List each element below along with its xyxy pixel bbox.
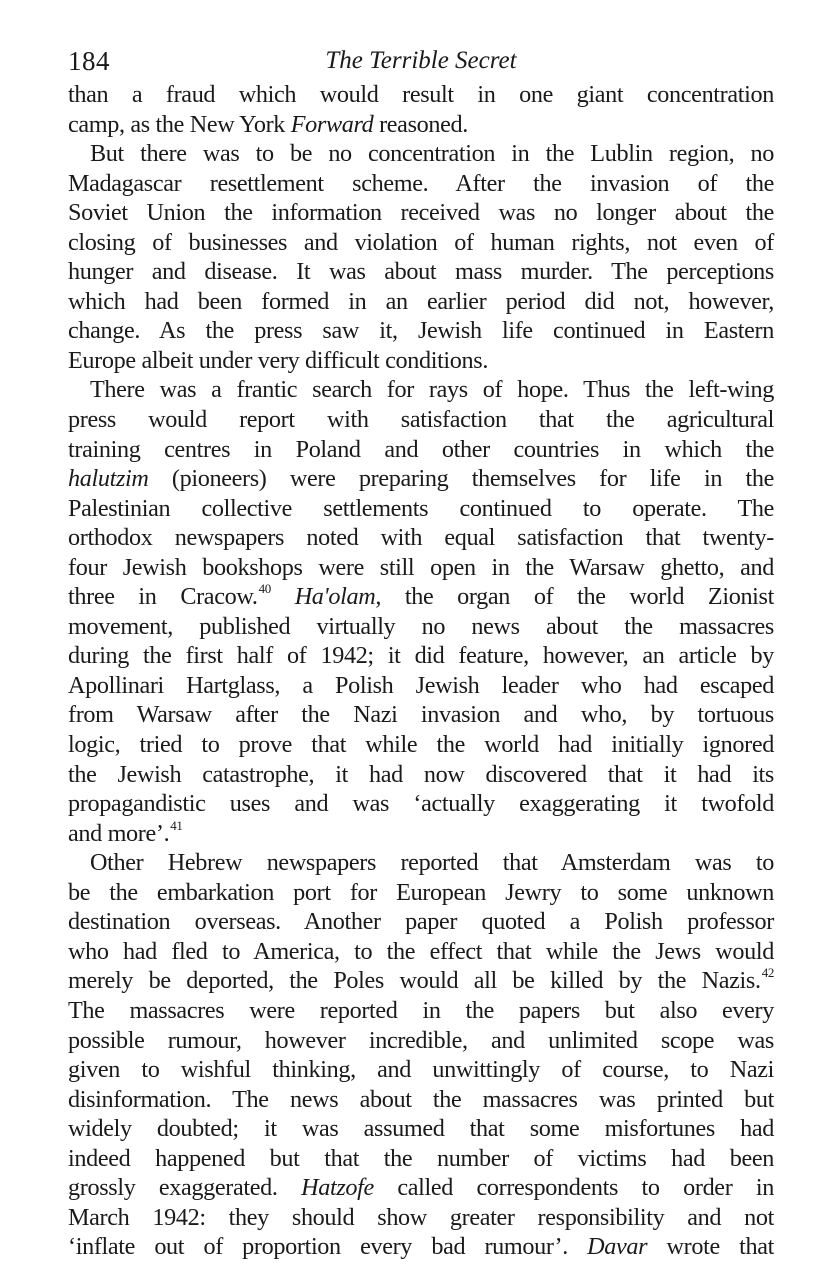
- italic-title: Ha'olam: [294, 583, 376, 611]
- running-head: [68, 42, 774, 80]
- text-line: [68, 139, 774, 169]
- text-segment: the Jewish catastrophe, it had now discovered that it had its: [68, 760, 774, 788]
- text-line: [68, 435, 774, 465]
- text-line: [68, 228, 774, 258]
- text-segment: during the first half of 1942; it did feature, however, an article by: [68, 642, 774, 670]
- italic-title: halutzim: [68, 465, 149, 493]
- text-segment: grossly exaggerated.: [68, 1174, 302, 1202]
- text-segment: who had fled to America, to the effect that while the Jews would: [68, 937, 774, 965]
- text-segment: training centres in Poland and other countries in which the: [68, 435, 774, 463]
- text-line: [68, 1144, 774, 1174]
- text-line: [68, 287, 774, 317]
- text-segment: widely doubted; it was assumed that some misfortunes had: [68, 1115, 774, 1143]
- text-line: [68, 464, 774, 494]
- text-line: [68, 760, 774, 790]
- text-line: [68, 1085, 774, 1115]
- text-line: [68, 878, 774, 908]
- text-line: [68, 819, 774, 849]
- text-segment: Madagascar resettlement scheme. After the invasion of the: [68, 169, 774, 197]
- text-segment: indeed happened but that the number of victims had been: [68, 1144, 774, 1172]
- text-segment: press would report with satisfaction that the agricultural: [68, 406, 774, 434]
- italic-title: Hatzofe: [301, 1174, 374, 1202]
- footnote-marker: 40: [258, 581, 271, 597]
- text-segment: three in Cracow.: [68, 583, 258, 611]
- book-page: [68, 42, 774, 1262]
- text-line: [68, 1055, 774, 1085]
- text-segment: propagandistic uses and was ‘actually exaggerating it twofold: [68, 790, 774, 818]
- text-line: [68, 937, 774, 967]
- text-segment: ‘inflate out of proportion every bad rumour’.: [68, 1233, 588, 1261]
- text-segment: camp, as the New York: [68, 110, 291, 138]
- text-segment: Soviet Union the information received was no longer about the: [68, 199, 774, 227]
- text-line: [68, 1173, 774, 1203]
- text-segment: closing of businesses and violation of human rights, not even of: [68, 228, 774, 256]
- text-segment: Apollinari Hartglass, a Polish Jewish leader who had escaped: [68, 671, 774, 699]
- text-line: [68, 582, 774, 612]
- italic-title: Forward: [290, 110, 374, 138]
- text-line: [68, 730, 774, 760]
- text-segment: than a fraud which would result in one giant concentration: [68, 81, 774, 108]
- text-line: [68, 80, 774, 110]
- text-line: [68, 1026, 774, 1056]
- text-segment: logic, tried to prove that while the world had initially ignored: [68, 731, 774, 759]
- text-line: [68, 1203, 774, 1233]
- text-line: [68, 789, 774, 819]
- text-segment: orthodox newspapers noted with equal satisfaction that twenty-: [68, 524, 774, 552]
- text-line: [68, 671, 774, 701]
- text-segment: , the organ of the world Zionist: [375, 583, 774, 611]
- text-line: [68, 494, 774, 524]
- text-segment: But there was to be no concentration in the Lublin region, no: [90, 140, 774, 168]
- text-line: [68, 375, 774, 405]
- text-segment: called correspondents to order in: [373, 1174, 775, 1202]
- text-line: [68, 1114, 774, 1144]
- footnote-marker: 41: [170, 817, 183, 833]
- text-segment: Palestinian collective settlements continued to operate. The: [68, 494, 774, 522]
- text-segment: which had been formed in an earlier period did not, however,: [68, 287, 774, 315]
- text-segment: change. As the press saw it, Jewish life continued in Eastern: [68, 317, 774, 345]
- running-title: The Terrible Secret: [325, 47, 517, 74]
- text-segment: destination overseas. Another paper quoted a Polish professor: [68, 908, 774, 936]
- text-segment: be the embarkation port for European Jewry to some unknown: [68, 878, 774, 906]
- text-segment: Europe albeit under very difficult conditions.: [68, 346, 489, 374]
- text-segment: and more’.: [68, 819, 170, 847]
- text-segment: movement, published virtually no news about the massacres: [68, 612, 774, 640]
- text-line: [68, 553, 774, 583]
- text-segment: four Jewish bookshops were still open in the Warsaw ghetto, and: [68, 553, 774, 581]
- text-segment: from Warsaw after the Nazi invasion and who, by tortuous: [68, 701, 774, 729]
- text-line: [68, 346, 774, 376]
- text-line: [68, 316, 774, 346]
- text-segment: possible rumour, however incredible, and unlimited scope was: [68, 1026, 774, 1054]
- text-segment: (pioneers) were preparing themselves for life in the: [148, 465, 774, 493]
- text-segment: given to wishful thinking, and unwittingly of course, to Nazi: [68, 1056, 774, 1084]
- italic-title: Davar: [587, 1233, 648, 1261]
- text-segment: The massacres were reported in the papers but also every: [68, 996, 774, 1024]
- text-line: [68, 966, 774, 996]
- text-line: [68, 523, 774, 553]
- text-line: [68, 612, 774, 642]
- text-line: [68, 907, 774, 937]
- text-segment: Other Hebrew newspapers reported that Amsterdam was to: [90, 849, 774, 877]
- body-text: [68, 80, 774, 1262]
- text-line: [68, 257, 774, 287]
- text-line: [68, 848, 774, 878]
- text-line: [68, 198, 774, 228]
- text-segment: There was a frantic search for rays of hope. Thus the left-wing: [90, 376, 774, 404]
- text-segment: reasoned.: [373, 110, 468, 138]
- text-segment: wrote that: [647, 1233, 774, 1261]
- page-number: 184: [68, 46, 110, 76]
- text-segment: disinformation. The news about the massacres was printed but: [68, 1085, 774, 1113]
- text-line: [68, 169, 774, 199]
- text-line: [68, 405, 774, 435]
- text-segment: March 1942: they should show greater responsibility and not: [68, 1203, 774, 1231]
- text-line: [68, 1232, 774, 1262]
- text-line: [68, 996, 774, 1026]
- text-segment: merely be deported, the Poles would all be killed by the Nazis.: [68, 967, 761, 995]
- text-segment: [271, 583, 295, 610]
- text-line: [68, 641, 774, 671]
- text-line: [68, 700, 774, 730]
- footnote-marker: 42: [761, 965, 774, 981]
- text-line: [68, 110, 774, 140]
- text-segment: hunger and disease. It was about mass murder. The perceptions: [68, 258, 774, 286]
